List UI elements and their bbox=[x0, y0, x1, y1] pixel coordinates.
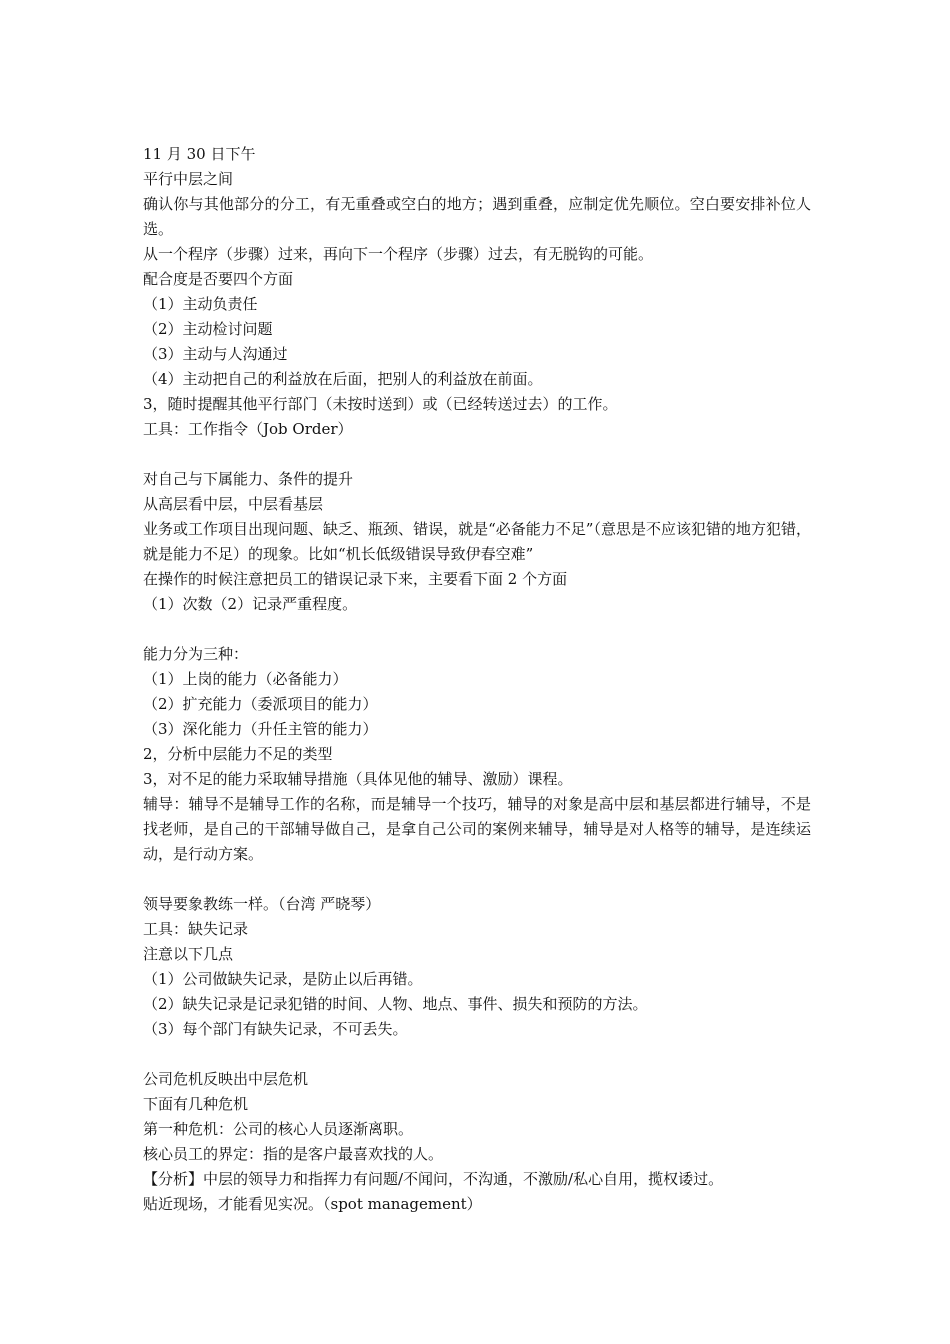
blank-line bbox=[143, 617, 811, 642]
paragraph: 2，分析中层能力不足的类型 bbox=[143, 745, 333, 763]
paragraph: （4）主动把自己的利益放在后面，把别人的利益放在前面。 bbox=[143, 370, 543, 388]
paragraph: 11 月 30 日下午 bbox=[143, 145, 256, 163]
paragraph: 平行中层之间 bbox=[143, 170, 234, 188]
paragraph: （2）主动检讨问题 bbox=[143, 320, 273, 338]
paragraph: 注意以下几点 bbox=[143, 945, 234, 963]
blank-line bbox=[143, 867, 811, 892]
paragraph: 领导要象教练一样。（台湾 严晓琴） bbox=[143, 895, 381, 913]
paragraph: 3，对不足的能力采取辅导措施（具体见他的辅导、激励）课程。 bbox=[143, 770, 573, 788]
paragraph: （3）每个部门有缺失记录，不可丢失。 bbox=[143, 1020, 408, 1038]
paragraph: 工具：工作指令（Job Order） bbox=[143, 420, 353, 438]
paragraph: 3，随时提醒其他平行部门（未按时送到）或（已经转送过去）的工作。 bbox=[143, 395, 618, 413]
paragraph: （1）公司做缺失记录，是防止以后再错。 bbox=[143, 970, 423, 988]
paragraph: 能力分为三种： bbox=[143, 645, 249, 663]
paragraph: （3）主动与人沟通过 bbox=[143, 345, 288, 363]
blank-line bbox=[143, 442, 811, 467]
paragraph: （1）次数（2）记录严重程度。 bbox=[143, 595, 358, 613]
paragraph: （1）主动负责任 bbox=[143, 295, 258, 313]
paragraph: 公司危机反映出中层危机 bbox=[143, 1070, 309, 1088]
blank-line bbox=[143, 1042, 811, 1067]
paragraph: 业务或工作项目出现问题、缺乏、瓶颈、错误，就是“必备能力不足”（意思是不应该犯错的地方犯错，就是能力不足）的现象。比如“机长低级错误导致伊春空难” bbox=[143, 520, 811, 563]
paragraph: 配合度是否要四个方面 bbox=[143, 270, 294, 288]
paragraph: 辅导：辅导不是辅导工作的名称，而是辅导一个技巧，辅导的对象是高中层和基层都进行辅导，不是找老师，是自己的干部辅导做自己，是拿自己公司的案例来辅导，辅导是对人格等的辅导，是连续运动，是行动方案。 bbox=[143, 795, 811, 863]
paragraph: 对自己与下属能力、条件的提升 bbox=[143, 470, 354, 488]
paragraph: 从一个程序（步骤）过来，再向下一个程序（步骤）过去，有无脱钩的可能。 bbox=[143, 245, 654, 263]
paragraph: 工具：缺失记录 bbox=[143, 920, 249, 938]
paragraph: 第一种危机：公司的核心人员逐渐离职。 bbox=[143, 1120, 414, 1138]
document-body bbox=[143, 142, 811, 1217]
paragraph: （1）上岗的能力（必备能力） bbox=[143, 670, 348, 688]
paragraph: （3）深化能力（升任主管的能力） bbox=[143, 720, 378, 738]
paragraph: 核心员工的界定：指的是客户最喜欢找的人。 bbox=[143, 1145, 444, 1163]
paragraph: （2）缺失记录是记录犯错的时间、人物、地点、事件、损失和预防的方法。 bbox=[143, 995, 648, 1013]
paragraph: （2）扩充能力（委派项目的能力） bbox=[143, 695, 378, 713]
paragraph: 【分析】中层的领导力和指挥力有问题/不闻问，不沟通，不激励/私心自用，揽权诿过。 bbox=[143, 1170, 724, 1188]
paragraph: 在操作的时候注意把员工的错误记录下来，主要看下面 2 个方面 bbox=[143, 570, 568, 588]
paragraph: 贴近现场，才能看见实况。（spot management） bbox=[143, 1195, 482, 1213]
paragraph: 确认你与其他部分的分工，有无重叠或空白的地方；遇到重叠，应制定优先顺位。空白要安排补位人选。 bbox=[143, 195, 811, 238]
paragraph: 从高层看中层，中层看基层 bbox=[143, 495, 324, 513]
paragraph: 下面有几种危机 bbox=[143, 1095, 249, 1113]
